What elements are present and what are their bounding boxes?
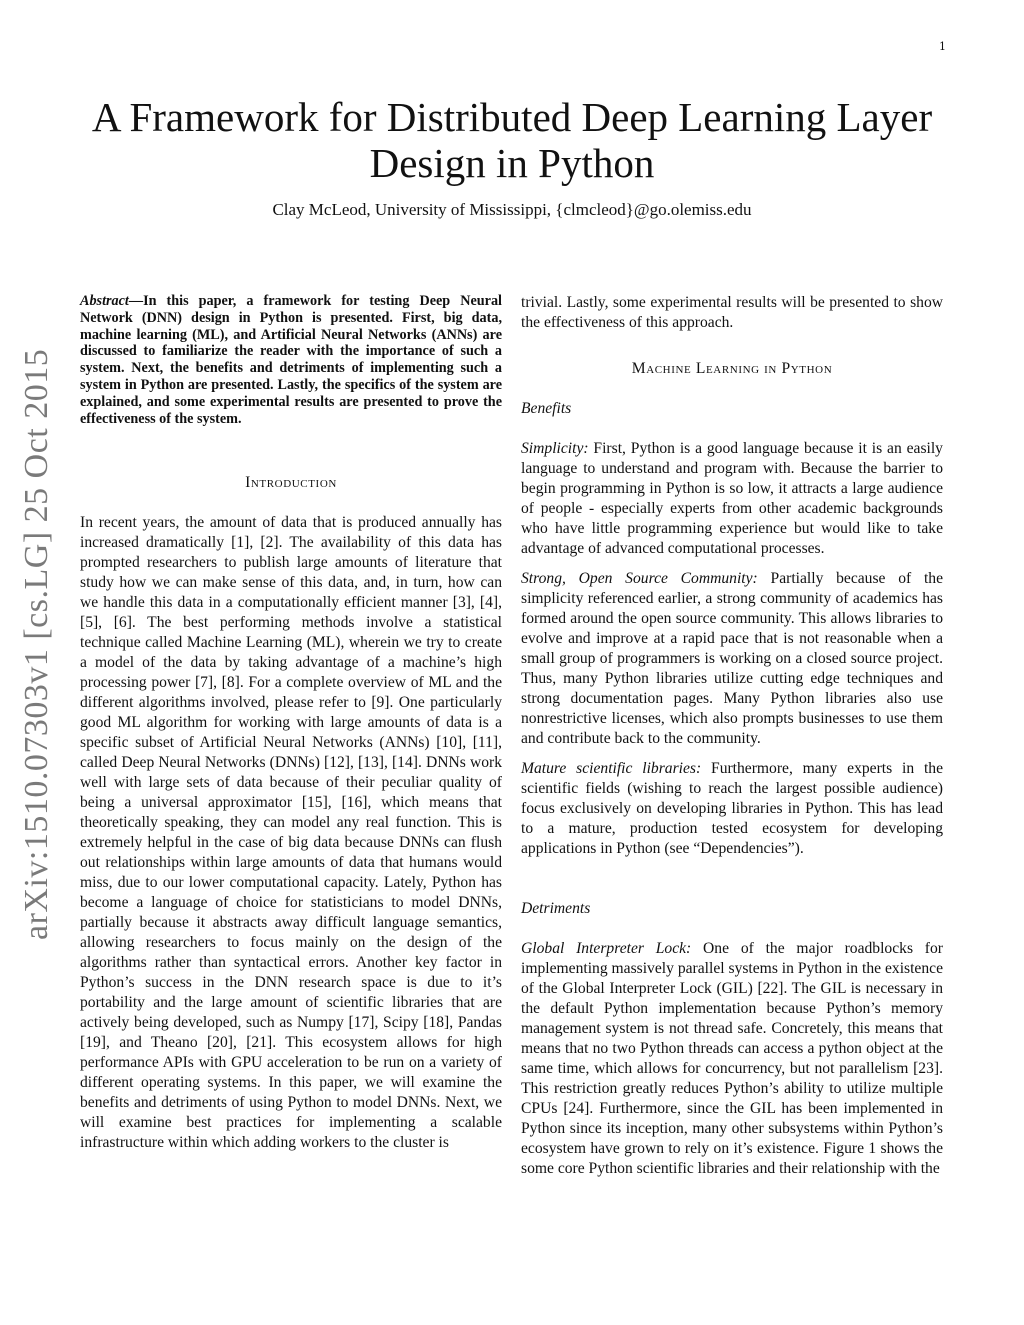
- subsection-heading-benefits: Benefits: [521, 400, 572, 417]
- benefit-label: Strong, Open Source Community:: [521, 570, 758, 587]
- benefit-label: Mature scientific libraries:: [521, 760, 702, 777]
- page-number: 1: [939, 40, 946, 53]
- author-line: Clay McLeod, University of Mississippi, {clmcleod}@go.olemiss.edu: [272, 200, 752, 219]
- abstract: Abstract—In this paper, a framework for testing Deep Neural Network (DNN) design in Python is presented. First, big data, machine learning (ML), and Artificial Neural Networks (ANNs) are discussed to familiarize the reader with the importance of such a system. Next, the benefits and detriments of implementing such a system in Python are presented. Lastly, the specifics of the system are explained, and some experimental results are presented to prove the effectiveness of the system.: [80, 293, 502, 427]
- subsection-heading-detriments: Detriments: [521, 900, 591, 917]
- section-heading-machine-learning: Machine Learning in Python: [631, 360, 833, 377]
- benefit-paragraph-libraries: [521, 759, 943, 859]
- detriment-text: One of the major roadblocks for implementing massively parallel systems in Python in the existence of the Global Interpreter Lock (GIL) [22]. The GIL is necessary in the default Python implementation because Python’s memory management system is not thread safe. Concretely, this means that means that no two Python threads can access a python object at the same time, which allows for concurrency, but not parallelism [23]. This restriction greatly reduces Python’s ability to utilize multiple CPUs [24]. Furthermore, since the GIL has been implemented in Python since its inception, many other subsystems within Python’s ecosystem have grown to rely on it’s existence. Figure 1 shows the some core Python scientific libraries and their relationship with the: [521, 940, 943, 1177]
- section-heading-introduction: Introduction: [245, 474, 337, 492]
- benefit-paragraph-community: [521, 569, 943, 749]
- benefit-text: Furthermore, many experts in the scientific fields (wishing to reach the largest possible audience) focus exclusively on developing libraries in Python. This has lead to a mature, production tested ecosystem for developing applications in Python (see “Dependencies”).: [521, 760, 944, 857]
- left-column: [80, 293, 502, 1153]
- introduction-continuation: trivial. Lastly, some experimental results will be presented to show the effectiveness of this approach.: [521, 294, 943, 331]
- benefit-paragraph-simplicity: [521, 439, 943, 559]
- abstract-label: Abstract: [80, 293, 129, 309]
- arxiv-identifier-stamp: arXiv:1510.07303v1 [cs.LG] 25 Oct 2015: [18, 348, 55, 940]
- paper-title: A Framework for Distributed Deep Learning Layer Design in Python: [91, 94, 933, 186]
- introduction-paragraph: In recent years, the amount of data that is produced annually has increased dramatically [1], [2]. The availability of this data has prompted researchers to publish large amounts of literature that study how we can make sense of this data, and, in turn, how can we handle this data in a computationally efficient manner [3], [4], [5], [6]. The best performing methods involve a statistical technique called Machine Learning (ML), wherein we try to create a model of the data by taking advantage of a machine’s high processing power [7], [8]. For a complete overview of ML and the different algorithms involved, please refer to [9]. One particularly good ML algorithm for working with large amounts of data is a specific subset of Artificial Neural Networks (ANNs) [10], [11], called Deep Neural Networks (DNNs) [12], [13], [14]. DNNs work well with large sets of data because of their peculiar quality of being a universal approximator [15], [16], which means that theoretically speaking, they can model any real function. This is extremely helpful in the case of big data because DNNs can flush out relationships within large amounts of data that humans would miss, due to our lower computational capacity. Lately, Python has become a language of choice for statisticians to model DNNs, partially because it abstracts away difficult language semantics, allowing researchers to focus mainly on the design of the algorithms rather than syntactical errors. Another key factor in Python’s success in the DNN research space is due to it’s portability and the large amount of scientific libraries that are actively being developed, such as Numpy [17], Scipy [18], Pandas [19], and Theano [20], [21]. This ecosystem allows for high performance APIs with GPU acceleration to be run on a variety of different operating systems. In this paper, we will examine the benefits and detriments of using Python to model DNNs. Next, we will examine best practices for implementing a scalable infrastructure within which adding workers to the cluster is: [80, 514, 502, 1152]
- abstract-text: In this paper, a framework for testing Deep Neural Network (DNN) design in Python is presented. First, big data, machine learning (ML), and Artificial Neural Networks (ANNs) are discussed to familiarize the reader with the importance of such a system. Next, the benefits and detriments of implementing such a system in Python are presented. Lastly, the specifics of the system are explained, and some experimental results are presented to prove the effectiveness of the system.: [80, 293, 502, 427]
- benefit-label: Simplicity:: [521, 440, 589, 457]
- detriment-label: Global Interpreter Lock:: [521, 940, 692, 957]
- right-column: [521, 293, 943, 1189]
- benefit-text: Partially because of the simplicity referenced earlier, a strong community of academics has formed around the open source community. This allows libraries to evolve and improve at a rapid pace that is not reasonable when a small group of programmers is working on a closed source project. Thus, many Python libraries utilize cutting edge techniques and strong documentation pages. Many Python libraries also use nonrestrictive licenses, which also prompts businesses to use them and contribute back to the community.: [521, 570, 944, 747]
- detriment-paragraph-gil: [521, 939, 943, 1179]
- benefit-text: First, Python is a good language because it is an easily language to understand and program with. Because the barrier to begin programming in Python is so low, it attracts a large audience of people - especially experts from other academic backgrounds who have little programming experience but would like to take advantage of advanced computational processes.: [521, 440, 943, 557]
